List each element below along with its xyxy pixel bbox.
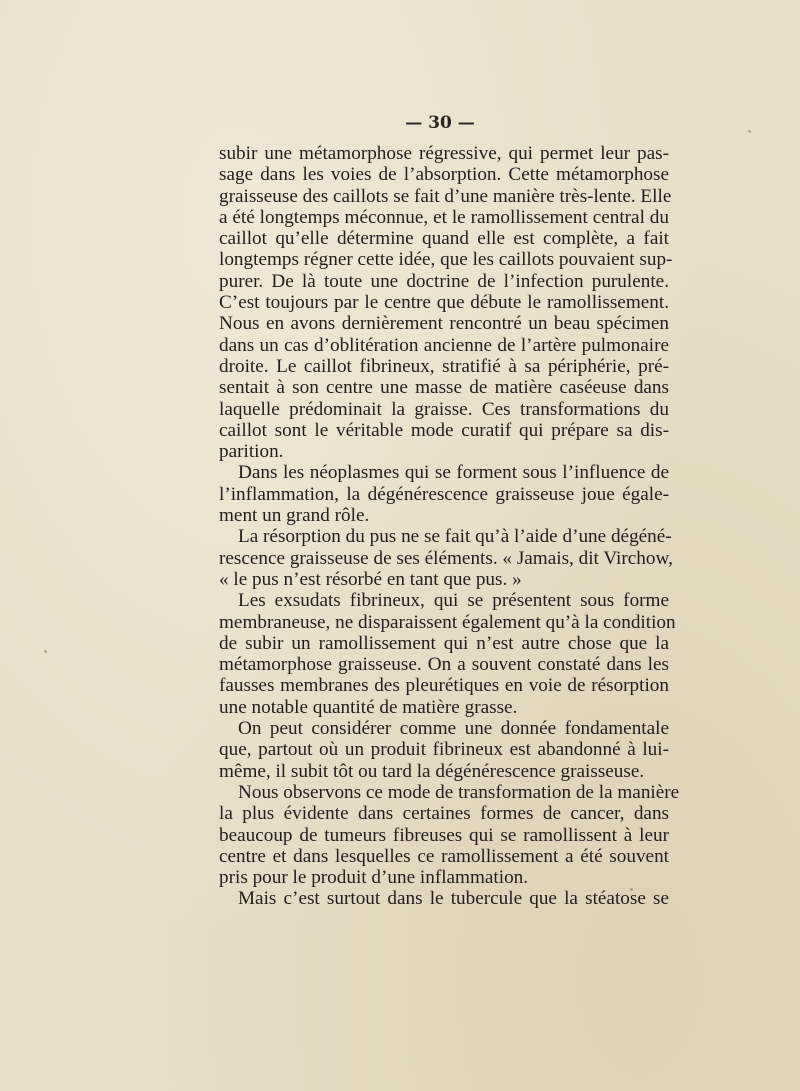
- page-number: — 30 —: [405, 113, 475, 133]
- text-line: sage dans les voies de l’absorption. Cette métamorphose: [219, 164, 669, 186]
- text-line: a été longtemps méconnue, et le ramollissement central du: [219, 206, 669, 228]
- text-line: Les exsudats fibrineux, qui se présentent sous forme: [238, 590, 669, 612]
- text-line: Nous observons ce mode de transformation de la manière: [238, 781, 680, 803]
- text-line: purer. De là toute une doctrine de l’infection purulente.: [219, 270, 669, 292]
- text-line: pris pour le produit d’une inflammation.: [219, 867, 529, 889]
- text-line: caillot qu’elle détermine quand elle est complète, a fait: [219, 228, 669, 250]
- text-line: Nous en avons dernièrement rencontré un beau spécimen: [219, 313, 669, 335]
- paper-speck: [748, 130, 751, 133]
- text-line: graisseuse des caillots se fait d’une manière très-lente. Elle: [219, 185, 672, 207]
- text-line: ment un grand rôle.: [219, 505, 370, 527]
- text-line: de subir un ramollissement qui n’est autre chose que la: [219, 632, 669, 654]
- text-line: La résorption du pus ne se fait qu’à l’aide d’une dégéné-: [238, 526, 672, 548]
- text-line: l’inflammation, la dégénérescence graisseuse joue égale-: [219, 483, 669, 505]
- text-line: dans un cas d’oblitération ancienne de l’artère pulmonaire: [219, 334, 669, 356]
- text-line: On peut considérer comme une donnée fondamentale: [238, 718, 669, 740]
- text-line: C’est toujours par le centre que débute le ramollissement.: [219, 292, 669, 314]
- text-line: une notable quantité de matière grasse.: [219, 696, 518, 718]
- text-line: « le pus n’est résorbé en tant que pus. »: [219, 568, 522, 590]
- text-line: longtemps régner cette idée, que les caillots pouvaient sup-: [219, 249, 673, 271]
- paper-speck: [44, 650, 47, 653]
- text-line: caillot sont le véritable mode curatif qui prépare sa dis-: [219, 419, 669, 441]
- text-line: la plus évidente dans certaines formes de cancer, dans: [219, 803, 669, 825]
- text-line: centre et dans lesquelles ce ramollissement a été souvent: [219, 845, 669, 867]
- text-line: membraneuse, ne disparaissent également qu’à la condition: [219, 611, 676, 633]
- text-line: fausses membranes des pleurétiques en voie de résorption: [219, 675, 669, 697]
- text-line: Mais c’est surtout dans le tubercule que la stéatose se: [238, 888, 669, 910]
- text-line: beaucoup de tumeurs fibreuses qui se ramollissent à leur: [219, 824, 669, 846]
- text-line: métamorphose graisseuse. On a souvent constaté dans les: [219, 654, 669, 676]
- text-line: droite. Le caillot fibrineux, stratifié à sa périphérie, pré-: [219, 355, 669, 377]
- text-line: Dans les néoplasmes qui se forment sous l’influence de: [238, 462, 669, 484]
- text-line: laquelle prédominait la graisse. Ces transformations du: [219, 398, 669, 420]
- text-line: que, partout où un produit fibrineux est abandonné à lui-: [219, 739, 669, 761]
- body-text: [219, 143, 680, 910]
- text-line: sentait à son centre une masse de matière caséeuse dans: [219, 377, 669, 399]
- text-line: même, il subit tôt ou tard la dégénérescence graisseuse.: [219, 760, 645, 782]
- text-line: parition.: [219, 441, 284, 463]
- text-line: subir une métamorphose régressive, qui permet leur pas-: [219, 143, 669, 164]
- text-line: rescence graisseuse de ses éléments. « Jamais, dit Virchow,: [219, 547, 673, 569]
- paper-speck: [630, 888, 633, 891]
